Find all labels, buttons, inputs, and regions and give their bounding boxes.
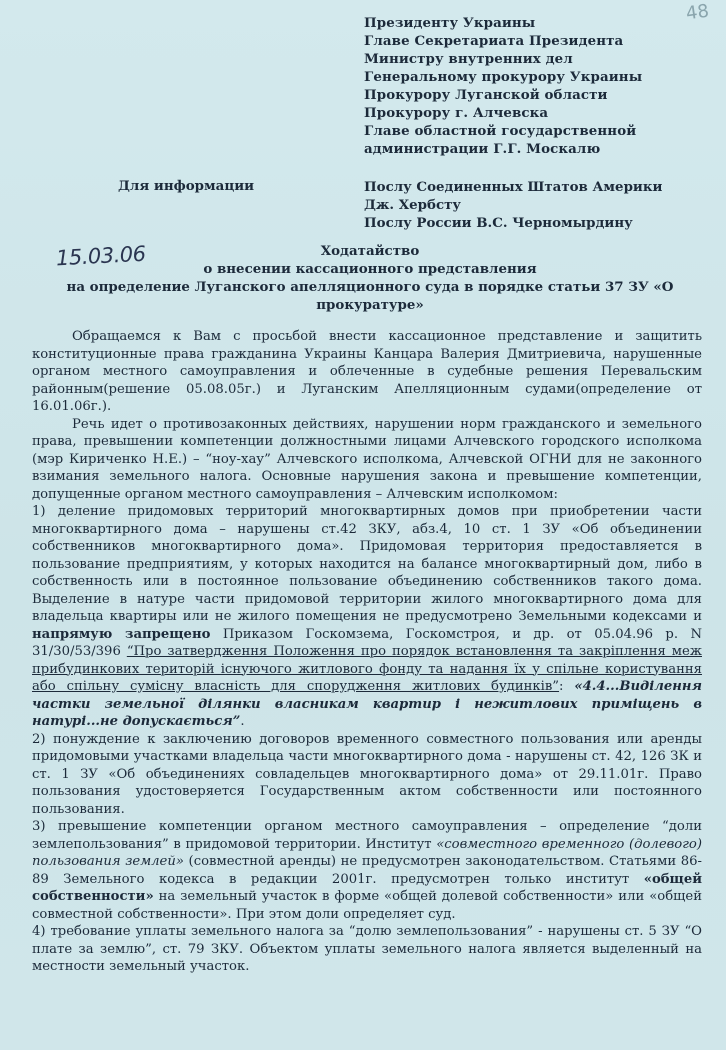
paragraph-point-1 [32,503,702,731]
addressee-line: администрации Г.Г. Москалю [364,141,601,157]
page-number: 48 [684,0,711,25]
paragraph-appeal: Обращаемся к Вам с просьбой внести кассационное представление и защитить конституционные права гражданина Украины Канцара Валерия Дмитриевича, нарушенные органом местного самоуправления и облеченные в судебные решения Перевальским районным(решение 05.08.05г.) и Луганским Апелляционным судами(определение от 16.01.06г.). [32,329,702,414]
paragraph-point-4: 4) требование уплаты земельного налога за “долю землепользования” - нарушены ст. 5 ЗУ “О плате за землю”, ст. 79 ЗКУ. Объектом уплаты земельного налога является выделенный на местности земельный участок. [32,924,702,974]
point-1-bold: напрямую запрещено [32,626,211,642]
point-1-quote: «4.4...Виділення частки земельної ділянки власникам квартир і нежитлових приміщень в натурі...не допускається” [32,679,702,729]
point-3-text-3: на земельный участок в форме «общей долевой собственности» или «общей совместной собственности». При этом доли определяет суд. [32,889,702,922]
paragraph-violations-intro: Речь идет о противозаконных действиях, нарушении норм гражданского и земельного права, превышении компетенции должностными лицами Алчевского городского исполкома (мэр Кириченко Н.Е.) – “ноу-хау” Алчевского исполкома, Алчевской ОГНИ для не законного взимания земельного налога. Основные нарушения закона и превышение компетенции, допущенные органом местного самоуправления – Алчевским исполкомом: [32,416,702,502]
document-body [32,328,702,976]
handwritten-date: 15.03.06 [55,241,147,271]
addressee-line: Президенту Украины [364,15,536,31]
point-3-text: 3) превышение компетенции органом местного самоуправления – определение “доли землепользования” в придомовой территории. Институт [32,819,702,852]
for-info-line: Послу России В.С. Черномырдину [364,215,633,231]
addressee-line: Главе Секретариата Президента [364,33,624,49]
point-1-text: 1) деление придомовых территорий многоквартирных домов при приобретении части многоквартирного дома – нарушены ст.42 ЗКУ, абз.4, 10 ст. 1 ЗУ «Об объединении собственников многоквартирного дома». Придомовая территория предоставляется в пользование предприятиям, у которых находится на балансе многоквартирный дом, либо в собственность или в постоянное пользование объединению собственников такого дома. Выделение в натуре части придомовой территории жилого многоквартирного дома для владельца квартиры или не жилого помещения не предусмотрено Земельными кодексами и [32,504,702,624]
for-info-line: Послу Соединенных Штатов Америки [364,179,663,195]
point-3-italic: «совместного временного (долевого) пользования землей» [32,836,702,869]
for-info-block [364,178,662,232]
for-info-label: Для информации [118,178,255,194]
paragraph-point-2: 2) понуждение к заключению договоров временного совместного пользования или аренды придомовыми участками владельца части многоквартирного дома - нарушены ст. 42, 126 ЗК и ст. 1 ЗУ «Об объединениях совладельцев многоквартирного дома» от 29.11.01г. Право пользования удостоверяется Государственным актом собственности или постоянного пользования. [32,731,702,817]
addressee-line: Прокурору г. Алчевска [364,105,549,121]
addressee-line: Министру внутренних дел [364,51,573,67]
point-3-bold: «общей собственности» [32,871,702,904]
title-line: прокуратуре» [316,297,424,313]
title-line: Ходатайство [320,243,420,259]
addressee-line: Главе областной государственной [364,123,637,139]
point-3-text-2: (совместной аренды) не предусмотрен законодательством. Статьями 86-89 Земельного кодекса в редакции 2001г. предусмотрен только институт [32,854,702,887]
point-1-end: . [240,714,245,729]
title-line: о внесении кассационного представления [203,261,537,277]
point-1-colon: : [559,679,575,694]
addressee-line: Генеральному прокурору Украины [364,69,643,85]
title-line: на определение Луганского апелляционного суда в порядке статьи 37 ЗУ «О [66,279,674,295]
point-1-order: Приказом Госкомзема, Госкомстроя, и др. от 05.04.96 р. N 31/30/53/396 [32,626,702,659]
for-info-line: Дж. Хербсту [364,197,461,213]
addressee-line: Прокурору Луганской области [364,87,608,103]
paragraph-point-3 [32,818,702,923]
point-1-order-title: “Про затвердження Положення про порядок встановлення та закріплення меж прибудинкових територій існуючого житлового фонду та надання їх у спільне користування або спільну сумісну власність для спорудження житлових будинків” [32,644,702,694]
addressee-block [364,14,642,158]
